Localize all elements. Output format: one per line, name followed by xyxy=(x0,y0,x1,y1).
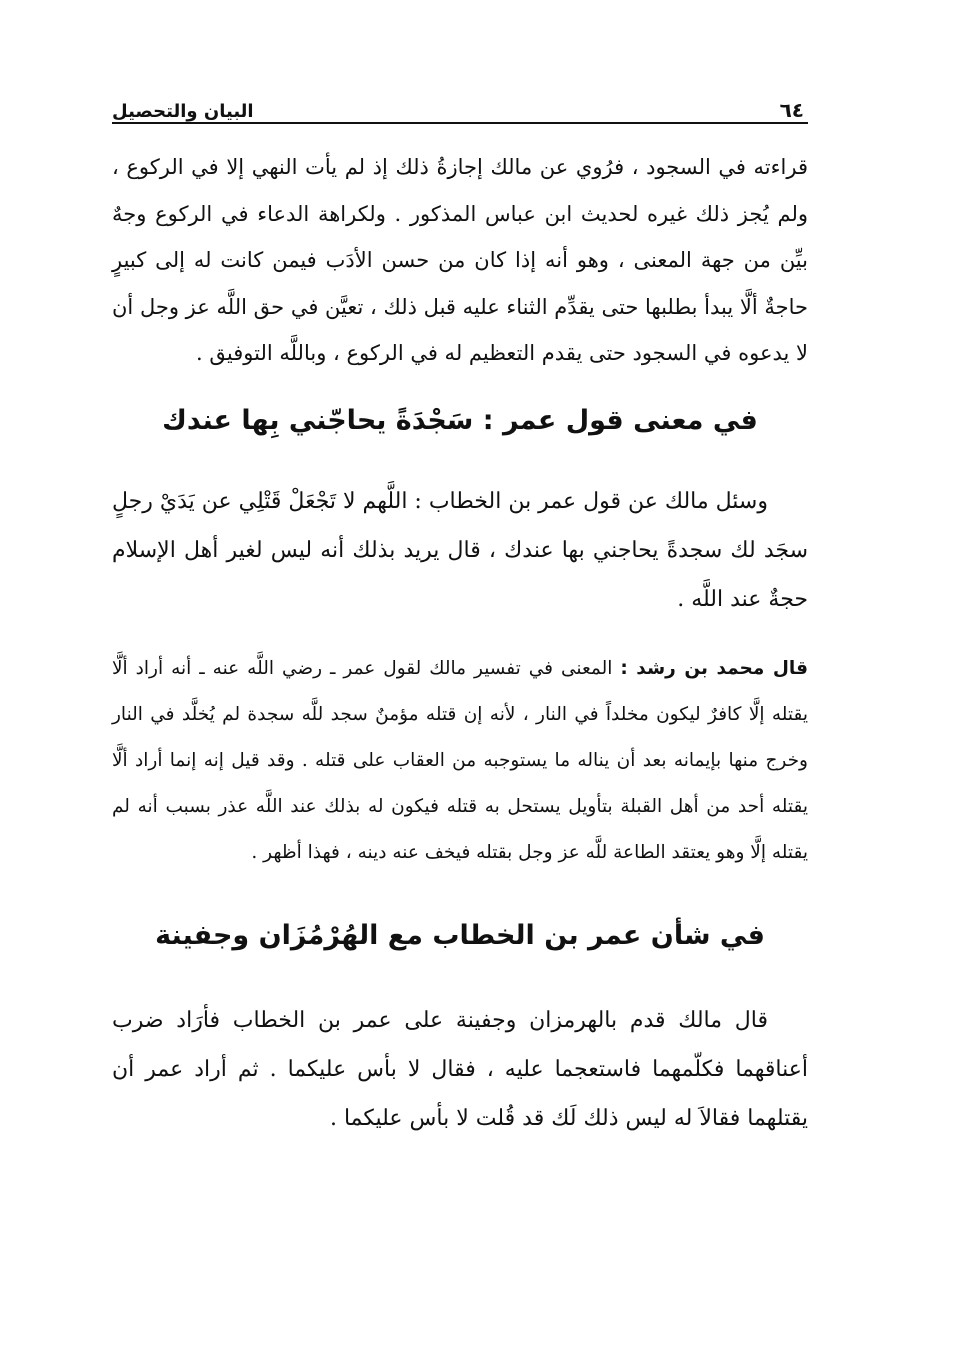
running-title: البيان والتحصيل xyxy=(112,101,254,122)
commentary-text: المعنى في تفسير مالك لقول عمر ـ رضي اللَّه عنه ـ أنه أراد ألَّا يقتله إلَّا كافرٌ ليكون مخلداً في النار ، لأنه إن قتله مؤمنٌ سجد للَّه سجدة لم يُخلَّد في النار وخرج منها بإيمانه بعد أن يناله ما يستوجبه من العقاب على قتله . وقد قيل إنه إنما أراد ألَّا يقتله أحد من أهل القبلة بتأويل يستحل به قتله فيكون له بذلك عند اللَّه عذر بسبب أنه لم يقتله إلَّا وهو يعتقد الطاعة للَّه عز وجل بقتله فيخف عنه دينه ، فهذا أظهر . xyxy=(112,657,808,863)
page-number: ٦٤ xyxy=(779,98,804,122)
book-page xyxy=(112,88,808,1143)
paragraph-4: قال مالك قدم بالهرمزان وجفينة على عمر بن الخطاب فأرَاد ضرب أعناقهما فكلّمهما فاستعجما عليه ، فقال لا بأس عليكما . ثم أراد عمر أن يقتلهما فقالاَ له ليس ذلك لَك قد قُلت لا بأس عليكما . xyxy=(112,1007,808,1131)
page-header xyxy=(112,88,808,124)
paragraph-3 xyxy=(112,646,808,876)
commentator-lead: قال محمد بن رشد : xyxy=(620,657,808,679)
paragraph-1: قراءته في السجود ، فرُوي عن مالك إجازةُ ذلك إذ لم يأت النهي إلا في الركوع ، ولم يُجز ذلك غيره لحديث ابن عباس المذكور . ولكراهة الدعاء في الركوع وجهٌ بيِّن من جهة المعنى ، وهو أنه إذا كان من حسن الأدَب فيمن كانت له إلى كبيرٍ حاجةٌ ألَّا يبدأ بطلبها حتى يقدِّم الثناء عليه قبل ذلك ، تعيَّن في حق اللَّه عز وجل أن لا يدعوه في السجود حتى يقدم التعظيم له في الركوع ، وباللَّه التوفيق . xyxy=(112,155,808,365)
section-heading-2: في شأن عمر بن الخطاب مع الهُرْمُزَان وجفينة xyxy=(155,919,765,951)
paragraph-2: وسئل مالك عن قول عمر بن الخطاب : اللَّهم لا تَجْعَلْ قَتْلِي عن يَدَيْ رجلٍ سجَد لك سجدةً يحاجني بها عندك ، قال يريد بذلك أنه ليس لغير أهل الإسلام حجةٌ عند اللَّه . xyxy=(112,488,808,612)
section-heading-1: في معنى قول عمر : سَجْدَةً يحاجّني بِها عندك xyxy=(162,404,758,436)
